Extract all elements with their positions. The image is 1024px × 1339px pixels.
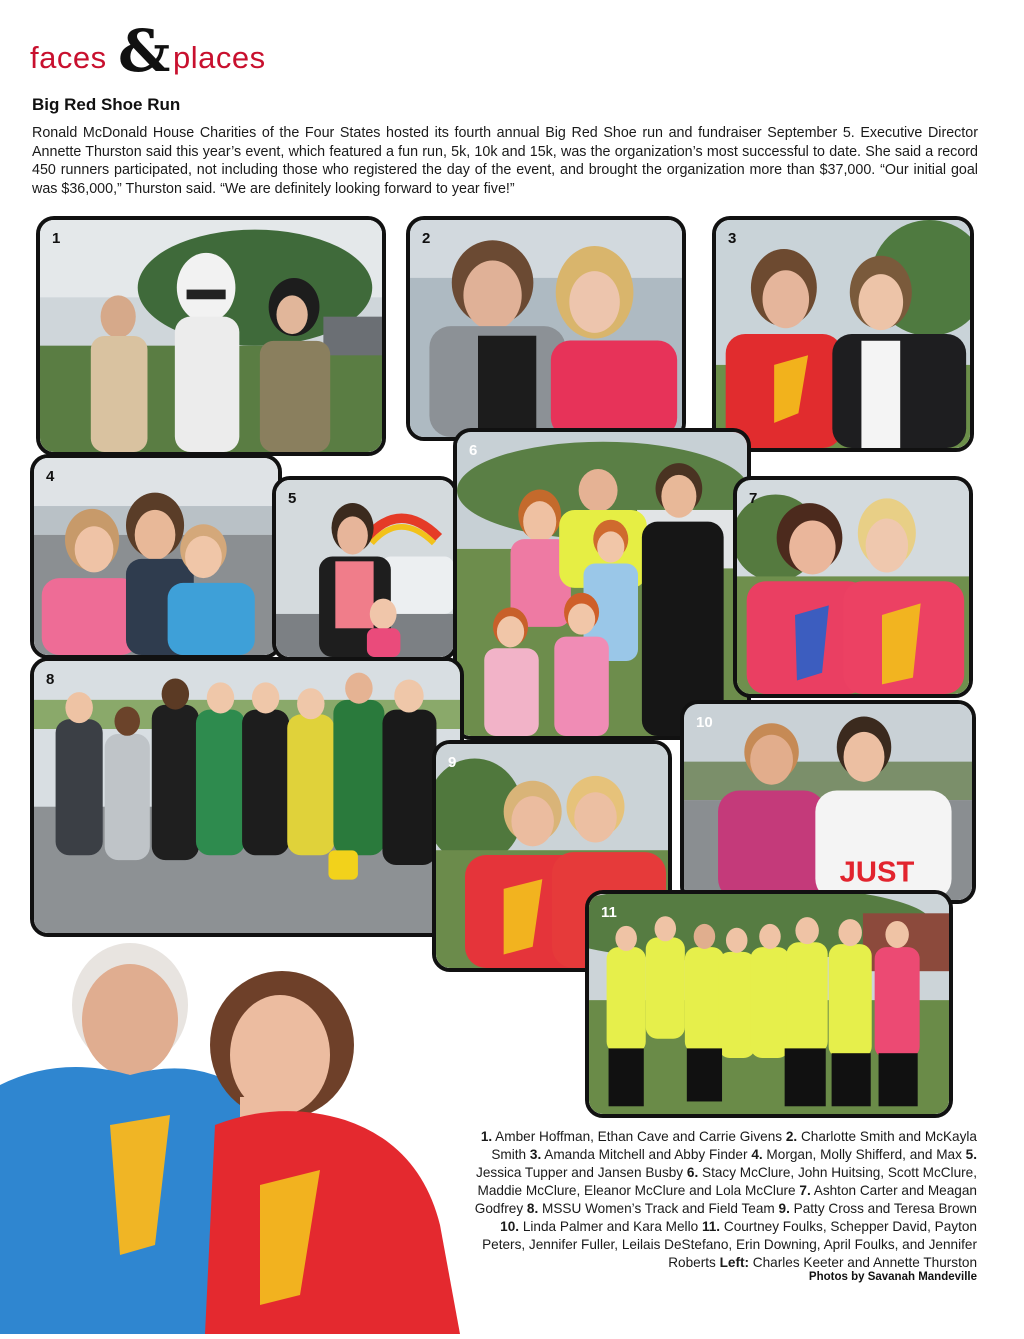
article-intro: Ronald McDonald House Charities of the Four States hosted its fourth annual Big Red Shoe run and fundraiser September 5. Executive Director Annette Thurston said this year’s event, which featured a fun run, 5k, 10k and 15k, was the organization’s most successful to date. She said a record 450 runners participated, not including those who registered the day of the event, and brought the organization more than $37,000. “Our initial goal was $36,000,” Thurston said. “We are definitely looking forward to year five!” [32, 125, 978, 197]
caption-num: 3. [529, 1147, 542, 1162]
caption-num: 11. [701, 1219, 721, 1234]
caption-num: 1. [480, 1129, 493, 1144]
caption-text: Amanda Mitchell and Abby Finder [541, 1147, 752, 1162]
masthead-word-faces: faces [30, 40, 107, 75]
photo-5-number: 5 [288, 490, 297, 507]
masthead-logo [30, 17, 330, 86]
cutout-photo-left [0, 925, 470, 1334]
caption-num: 4. [751, 1147, 763, 1162]
photo-8-number: 8 [46, 671, 55, 688]
caption-num: 2. [785, 1129, 798, 1144]
photo-10 [680, 700, 976, 904]
photo-4-number: 4 [46, 468, 55, 485]
photo-7-number: 7 [749, 490, 758, 507]
caption-text: Patty Cross and Teresa Brown [789, 1201, 977, 1216]
svg-text:JUST: JUST [839, 856, 915, 889]
caption-text: Amber Hoffman, Ethan Cave and Carrie Givens [492, 1129, 786, 1144]
caption-text: MSSU Women’s Track and Field Team [538, 1201, 779, 1216]
masthead-word-places: places [173, 40, 266, 75]
photo-10-number: 10 [696, 714, 713, 731]
caption-num: Left: [719, 1255, 750, 1270]
caption-text: Stacy McClure, John Huitsing, Scott McClure, Maddie McClure, Eleanor McClure and Lola McClure [477, 1165, 977, 1198]
caption-num: 7. [799, 1183, 811, 1198]
photo-9-number: 9 [448, 754, 457, 771]
photo-3 [712, 216, 974, 452]
caption-num: 9. [778, 1201, 790, 1216]
photo-2-number: 2 [422, 230, 431, 247]
caption-text: Jessica Tupper and Jansen Busby [476, 1165, 687, 1180]
photo-11-number: 11 [601, 904, 617, 921]
caption-text: Morgan, Molly Shifferd, and Max [762, 1147, 966, 1162]
caption-text: Courtney Foulks, Schepper David, Payton Peters, Jennifer Fuller, Leilais DeStefano, Erin Downing, April Foulks, and Jennifer Roberts [482, 1219, 977, 1270]
caption-num: 8. [526, 1201, 539, 1216]
photo-6-number: 6 [469, 442, 478, 459]
caption-text: Charlotte Smith and McKayla Smith [491, 1129, 977, 1162]
caption-text: Linda Palmer and Kara Mello [519, 1219, 702, 1234]
photo-11 [585, 890, 953, 1118]
article-headline: Big Red Shoe Run [32, 95, 181, 114]
caption-num: 6. [686, 1165, 699, 1180]
caption-num: 5. [965, 1147, 977, 1162]
photo-credit: Photos by Savanah Mandeville [808, 1271, 977, 1283]
caption-text: Ashton Carter and Meagan Godfrey [474, 1183, 977, 1216]
photo-5 [272, 476, 458, 661]
photo-4 [30, 454, 282, 659]
photo-8 [30, 657, 464, 937]
photo-1 [36, 216, 386, 456]
photo-2 [406, 216, 686, 441]
photo-6 [453, 428, 751, 740]
photo-7 [733, 476, 973, 698]
caption-text: Charles Keeter and Annette Thurston [749, 1255, 977, 1270]
photo-3-number: 3 [728, 230, 737, 247]
masthead-ampersand: & [118, 17, 171, 85]
photo-1-number: 1 [52, 230, 61, 247]
caption-num: 10. [500, 1219, 520, 1234]
photo-caption [462, 1128, 977, 1272]
